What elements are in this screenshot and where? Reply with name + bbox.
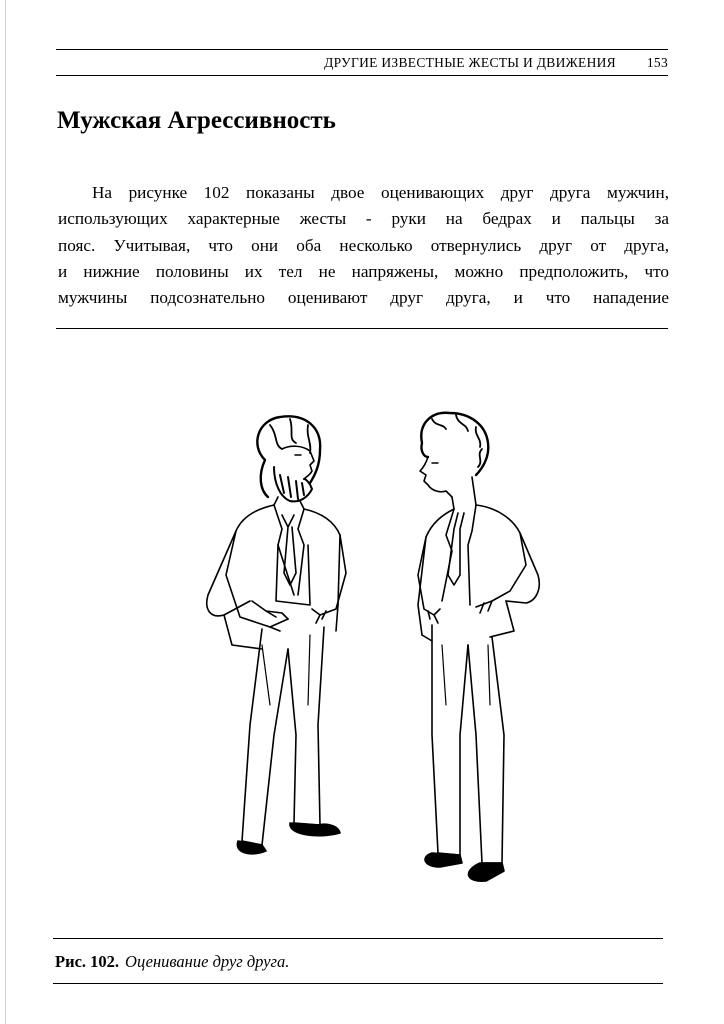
page-edge: [5, 0, 6, 1024]
caption-text: Оценивание друг друга.: [125, 952, 290, 971]
caption-top-rule: [53, 938, 663, 939]
header-bottom-rule: [56, 75, 668, 76]
text-bottom-rule: [56, 328, 668, 329]
body-paragraph: [58, 180, 669, 311]
body-line: пояс. Учитывая, что они оба несколько отвернулись друг от друга,: [58, 235, 669, 255]
left-man-figure: [207, 416, 346, 853]
body-line: и нижние половины их тел не напряжены, можно предположить, что: [58, 261, 669, 281]
body-line: мужчины подсознательно оценивают друг друга, и что нападение: [58, 288, 669, 308]
figure-illustration: [170, 405, 550, 905]
caption-bottom-rule: [53, 983, 663, 984]
figure-caption: [55, 952, 289, 972]
right-man-figure: [418, 413, 539, 881]
body-line: использующих характерные жесты - руки на бедрах и пальцы за: [58, 209, 669, 229]
caption-number: Рис. 102.: [55, 952, 120, 971]
body-line: На рисунке 102 показаны двое оценивающих друг друга мужчин,: [92, 183, 669, 202]
header-top-rule: [56, 49, 668, 50]
section-title: Мужская Агрессивность: [57, 107, 336, 134]
page-number: 153: [646, 55, 668, 70]
running-head: [56, 52, 668, 74]
running-title: ДРУГИЕ ИЗВЕСТНЫЕ ЖЕСТЫ И ДВИЖЕНИЯ: [324, 55, 616, 70]
